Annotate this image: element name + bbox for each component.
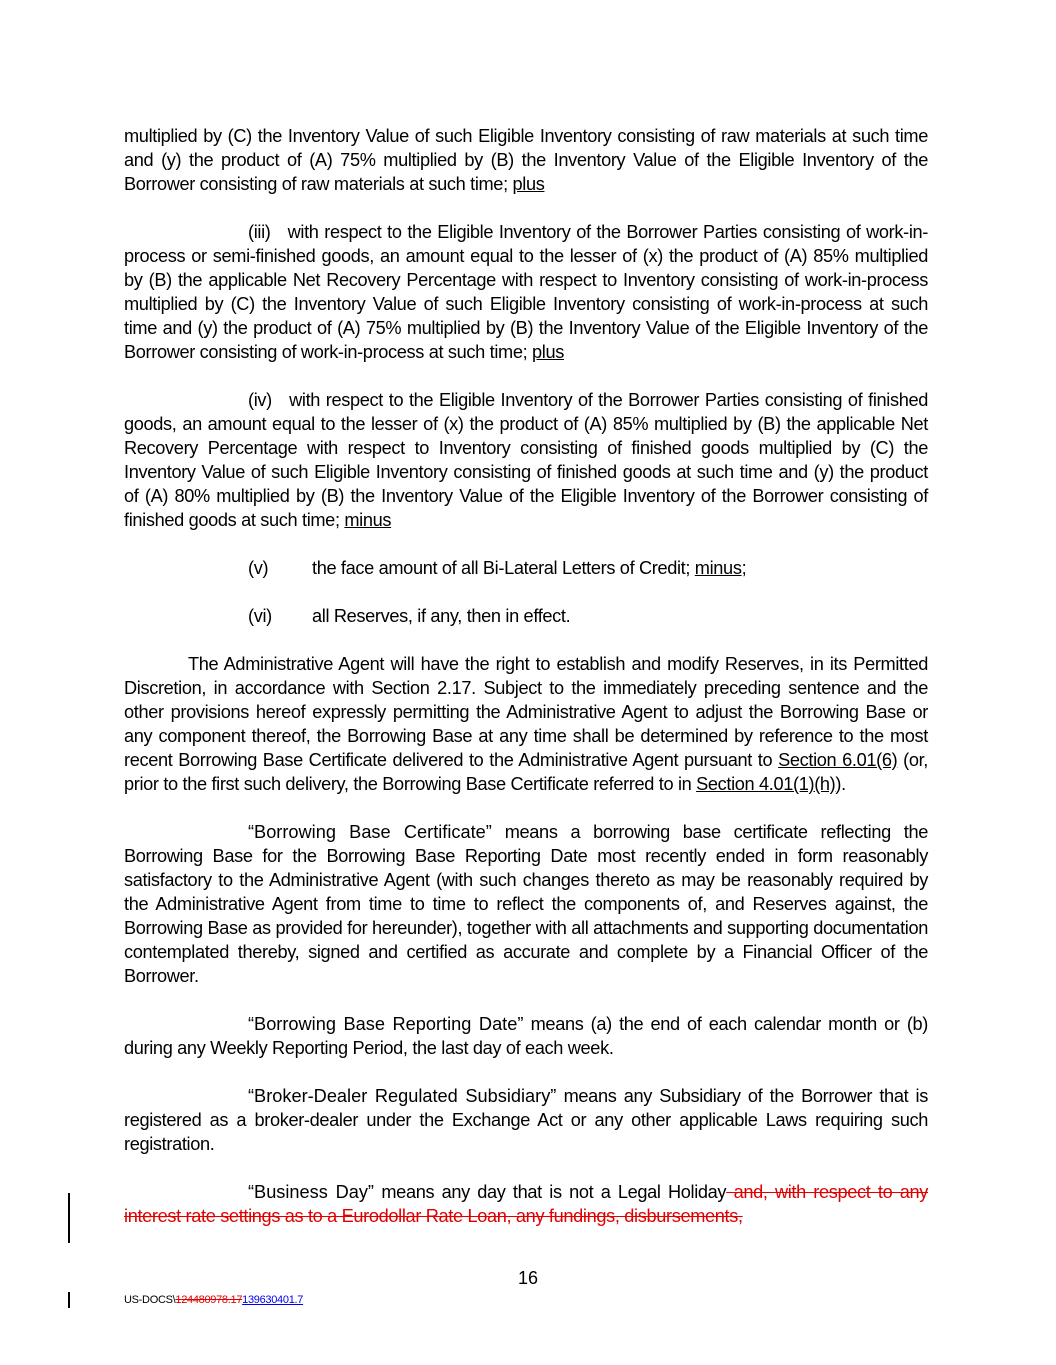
clause-iii: (iii) with respect to the Eligible Inventory of the Borrower Parties consisting of work-in-process or semi-finished goods, an amount equal to the lesser of (x) the product of (A) 85% multiplied by (B) the applicable Net Recovery Percentage with respect to Inventory consisting of work-in-process multiplied by (C) the Inventory Value of such Eligible Inventory consisting of work-in-process at such time and (y) the product of (A) 75% multiplied by (B) the Inventory Value of the Eligible Inventory of the Borrower consisting of work-in-process at such time; plus bbox=[124, 222, 928, 362]
paragraph-reserves: The Administrative Agent will have the right to establish and modify Reserves, in its Permitted Discretion, in accordance with Section 2.17. Subject to the immediately preceding sentence and the other provisions hereof expressly permitting the Administrative Agent to adjust the Borrowing Base or any component thereof, the Borrowing Base at any time shall be determined by reference to the most recent Borrowing Base Certificate delivered to the Administrative Agent pursuant to Section 6.01(6) (or, prior to the first such delivery, the Borrowing Base Certificate referred to in Section 4.01(1)(h)). bbox=[124, 654, 928, 794]
clause-label: (iv) bbox=[248, 390, 272, 410]
inserted-doc-id: 139630401.7 bbox=[242, 1294, 304, 1306]
clause-vi: (vi) all Reserves, if any, then in effect. bbox=[248, 606, 571, 626]
clause-v: (v) the face amount of all Bi-Lateral Letters of Credit; minus; bbox=[248, 558, 747, 578]
section-ref: Section 6.01(6) bbox=[778, 750, 898, 770]
clause-label: (v) bbox=[248, 558, 269, 578]
minus-term: minus bbox=[344, 510, 392, 530]
plus-term: plus bbox=[512, 174, 545, 194]
definition-borrowing-base-reporting-date: “Borrowing Base Reporting Date” means (a) the end of each calendar month or (b) during any Weekly Reporting Period, the last day of each week. bbox=[124, 1014, 929, 1058]
minus-term: minus bbox=[694, 558, 742, 578]
clause-label: (vi) bbox=[248, 606, 272, 626]
definition-business-day: “Business Day” means any day that is not a Legal Holiday and, with respect to any interest rate settings as to a Eurodollar Rate Loan, any fundings, disbursements, bbox=[124, 1182, 928, 1226]
defined-term: “Borrowing Base Certificate” bbox=[248, 822, 492, 842]
defined-term: “Broker-Dealer Regulated Subsidiary” bbox=[248, 1086, 557, 1106]
definition-broker-dealer-regulated-subsidiary: “Broker-Dealer Regulated Subsidiary” means any Subsidiary of the Borrower that is registered as a broker-dealer under the Exchange Act or any other applicable Laws requiring such registration. bbox=[124, 1086, 928, 1154]
document-id-footer: US-DOCS\124480978.17139630401.7 bbox=[124, 1294, 304, 1306]
change-bar bbox=[68, 1193, 70, 1243]
clause-iv: (iv) with respect to the Eligible Inventory of the Borrower Parties consisting of finished goods, an amount equal to the lesser of (x) the product of (A) 85% multiplied by (B) the applicable Net Recovery Percentage with respect to Inventory consisting of finished goods multiplied by (C) the Inventory Value of such Eligible Inventory consisting of finished goods at such time and (y) the product of (A) 80% multiplied by (B) the Inventory Value of the Eligible Inventory of the Borrower consisting of finished goods at such time; minus bbox=[124, 390, 929, 530]
change-bar bbox=[68, 1292, 70, 1308]
page-number: 16 bbox=[517, 1268, 539, 1288]
paragraph-raw-materials: multiplied by (C) the Inventory Value of such Eligible Inventory consisting of raw materials at such time and (y) the product of (A) 75% multiplied by (B) the Inventory Value of the Eligible Inventory of the Borrower consisting of raw materials at such time; plus bbox=[124, 126, 928, 194]
defined-term: “Business Day” bbox=[248, 1182, 374, 1202]
deleted-doc-id: 124480978.17 bbox=[175, 1294, 243, 1306]
deleted-text: and, with respect to any interest rate settings as to a Eurodollar Rate Loan, any fundings, disbursements, bbox=[124, 1182, 928, 1226]
section-ref: Section 4.01(1)(h) bbox=[696, 774, 836, 794]
plus-term: plus bbox=[532, 342, 564, 362]
defined-term: “Borrowing Base Reporting Date” bbox=[248, 1014, 524, 1034]
definition-borrowing-base-certificate: “Borrowing Base Certificate” means a borrowing base certificate reflecting the Borrowing Base for the Borrowing Base Reporting Date most recently ended in form reasonably satisfactory to the Administrative Agent (with such changes thereto as may be reasonably required by the Administrative Agent from time to time to reflect the components of, and Reserves against, the Borrowing Base as provided for hereunder), together with all attachments and supporting documentation contemplated thereby, signed and certified as accurate and complete by a Financial Officer of the Borrower. bbox=[124, 822, 928, 986]
document-page bbox=[124, 124, 928, 1228]
clause-label: (iii) bbox=[248, 222, 271, 242]
